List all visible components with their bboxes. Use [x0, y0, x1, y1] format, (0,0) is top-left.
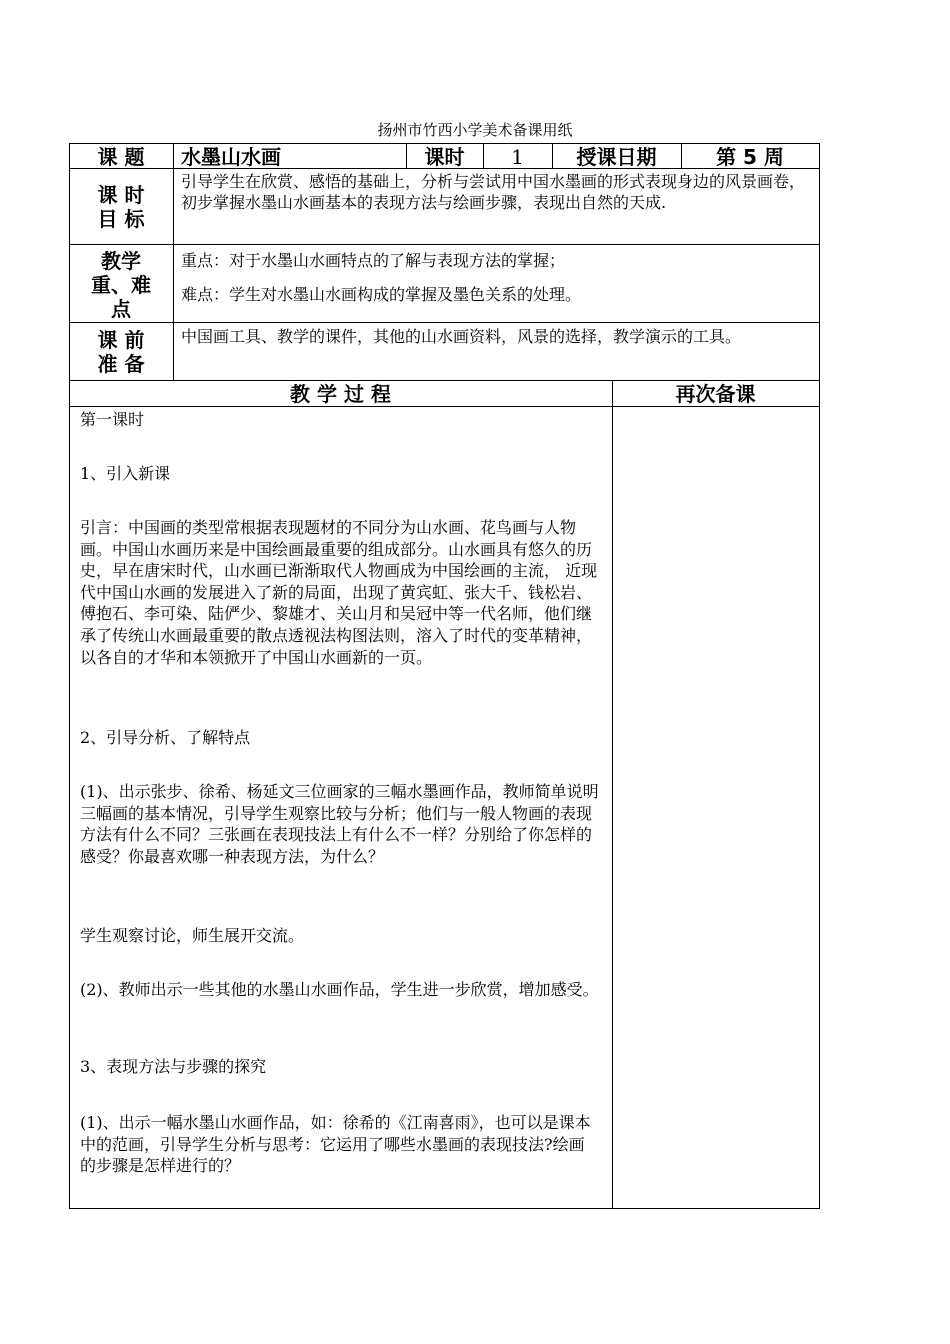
preparation-label-line: 准 备: [97, 352, 145, 376]
table-border-right: [819, 143, 820, 1209]
revision-notes-area: [613, 407, 819, 1208]
date-value: 第 5 周: [716, 145, 784, 169]
step3-title: 3、表现方法与步骤的探究: [80, 1057, 267, 1076]
period-label: 课时: [424, 145, 465, 169]
topic-value: 水墨山水画: [181, 145, 281, 169]
step2-text-3: (2)、教师出示一些其他的水墨山水画作品，学生进一步欣赏，增加感受。: [80, 980, 599, 999]
table-border-top: [69, 143, 820, 144]
table-divider: [69, 322, 820, 323]
table-divider: [69, 244, 820, 245]
preparation-text: 中国画工具、教学的课件，其他的山水画资料，风景的选择，教学演示的工具。: [181, 327, 742, 346]
page-title: 扬州市竹西小学美术备课用纸: [377, 121, 573, 139]
lesson-number: 第一课时: [80, 410, 145, 429]
objectives-label-line: 课 时: [97, 183, 145, 207]
period-value: 1: [511, 145, 524, 169]
step1-title: 1、引入新课: [80, 464, 171, 483]
step3-text: (1)、出示一幅水墨山水画作品，如：徐希的《江南喜雨》，也可以是课本中的范画，引导学生分析与思考：它运用了哪些水墨画的表现技法?绘画的步骤是怎样进行的？: [80, 1113, 591, 1176]
step1-text: 引言：中国画的类型常根据表现题材的不同分为山水画、花鸟画与人物画。中国山水画历来是中国绘画最重要的组成部分。山水画具有悠久的历史，早在唐宋时代，山水画已渐渐取代人物画成为中国绘画的主流， 近现代中国山水画的发展进入了新的局面，出现了黄宾虹、张大千、钱松岩、傅抱石、李可染、陆俨少、黎雄才、关山月和吴冠中等一代名师，他们继承了传统山水画最重要的散点透视法构图法则，溶入了时代的变革精神，以各自的才华和本领掀开了中国山水画新的一页。: [80, 518, 598, 667]
step2-text-1: (1)、出示张步、徐希、杨延文三位画家的三幅水墨画作品，教师简单说明三幅画的基本情况，引导学生观察比较与分析；他们与一般人物画的表现方法有什么不同？三张画在表现技法上有什么不一样？分别给了你怎样的感受？你最喜欢哪一种表现方法，为什么？: [80, 782, 599, 866]
key-points-label: [69, 249, 173, 321]
objectives-text: 引导学生在欣赏、感悟的基础上，分析与尝试用中国水墨画的形式表现身边的风景画卷，初步掌握水墨山水画基本的表现方法与绘画步骤，表现出自然的天成.: [181, 172, 806, 212]
table-divider: [173, 143, 174, 380]
table-border-bottom: [69, 1208, 820, 1209]
step2-title: 2、引导分析、了解特点: [80, 728, 251, 747]
revision-header: 再次备课: [675, 382, 756, 406]
key-points-label-line: 点: [111, 297, 131, 321]
objectives-label: [69, 183, 173, 231]
topic-label: 课 题: [97, 145, 145, 169]
date-label: 授课日期: [576, 145, 657, 169]
key-point-text: 重点：对于水墨山水画特点的了解与表现方法的掌握；: [181, 251, 566, 270]
preparation-label-line: 课 前: [97, 328, 145, 352]
preparation-label: [69, 328, 173, 376]
table-divider: [69, 380, 820, 381]
key-points-label-line: 重、难: [91, 273, 151, 297]
step2-text-2: 学生观察讨论，师生展开交流。: [80, 926, 305, 945]
difficulty-text: 难点：学生对水墨山水画构成的掌握及墨色关系的处理。: [181, 285, 582, 304]
process-header: 教 学 过 程: [290, 382, 391, 406]
key-points-label-line: 教学: [101, 249, 141, 273]
objectives-label-line: 目 标: [97, 207, 145, 231]
